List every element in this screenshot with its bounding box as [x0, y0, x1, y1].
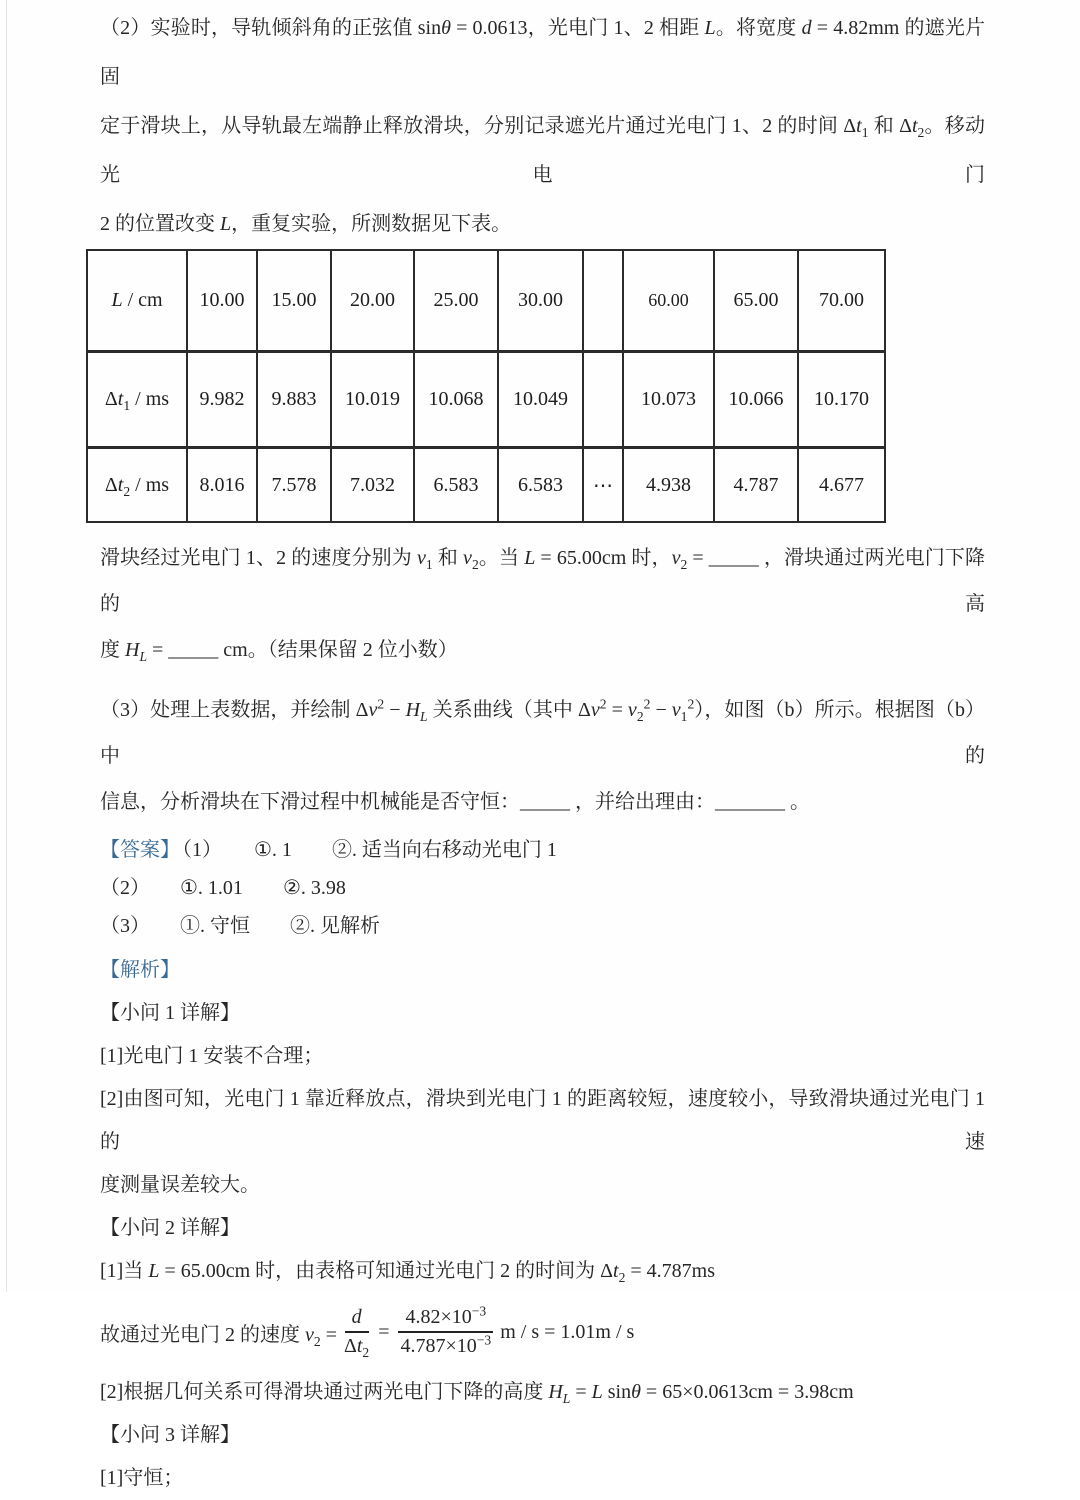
formula-result: m / s = 1.01m / s [500, 1320, 635, 1343]
table-header-cell: L / cm [87, 250, 187, 352]
table-cell: 10.00 [187, 250, 257, 352]
table-cell: 7.578 [257, 448, 331, 523]
table-cell: 65.00 [714, 250, 798, 352]
fraction-denominator: $\Delta t_2$ [343, 1335, 370, 1360]
answer-number: （3） [100, 915, 150, 937]
answer-item-2: ②. 3.98 [282, 877, 346, 899]
analysis-text-line: [1]当 L = 65.00cm 时，由表格可知通过光电门 2 的时间为 $\Delta t_2 = 4.787ms$ [100, 1260, 716, 1285]
answer-section [100, 831, 985, 945]
table-cell: 9.883 [257, 352, 331, 448]
table-cell: 30.00 [498, 250, 583, 352]
analysis-text-line: [2]由图可知，光电门 1 靠近释放点，滑块到光电门 1 的距离较短，速度较小，导致滑块通过光电门 1 的速 [100, 1088, 985, 1153]
analysis-text-line: [1]守恒； [100, 1467, 184, 1489]
answer-item-1: ①. 1.01 [180, 877, 243, 899]
analysis-text-line: [2]根据几何关系可得滑块通过两光电门下降的高度 $H_L = L$ sinθ = 65×0.0613cm = 3.98cm [100, 1381, 854, 1406]
table-cell: 6.583 [414, 448, 498, 523]
table-cell: 8.016 [187, 448, 257, 523]
formula-prefix: 故通过光电门 2 的速度 $v_2$ = [100, 1323, 337, 1349]
table-cell: 10.049 [498, 352, 583, 448]
question-text-line: 滑块经过光电门 1、2 的速度分别为 $v_1$ 和 $v_2$。当 L = 65.00cm 时，$v_2$ = _____ ，滑块通过两光电门下降的高 [100, 547, 986, 615]
table-header-cell: $\Delta t_1$ / ms [87, 352, 187, 448]
answer-item-2: ②. 适当向右移动光电门 1 [331, 839, 557, 861]
answer-label: 【答案】 [100, 839, 180, 861]
analysis-text-line: 度测量误差较大。 [100, 1174, 260, 1196]
table-cell: 9.982 [187, 352, 257, 448]
table-cell: ⋯ [583, 448, 623, 523]
question-text-line: 信息，分析滑块在下滑过程中机械能是否守恒：_____ ，并给出理由：_______ 。 [100, 791, 810, 813]
table-cell: 10.068 [414, 352, 498, 448]
table-cell: 4.938 [623, 448, 714, 523]
fraction-denominator: $4.787\times 10^{-3}$ [400, 1332, 492, 1357]
experiment-data-table [86, 249, 886, 523]
table-cell: 25.00 [414, 250, 498, 352]
table-cell: 7.032 [331, 448, 414, 523]
table-cell: 6.583 [498, 448, 583, 523]
table-row-dt2 [87, 448, 885, 523]
fraction-numerator: $4.82\times 10^{-3}$ [398, 1305, 493, 1333]
answer-line [100, 907, 985, 945]
table-cell: 10.019 [331, 352, 414, 448]
formula-fraction-symbolic [344, 1305, 369, 1359]
table-cell: 20.00 [331, 250, 414, 352]
answer-item-1: ①. 守恒 [180, 915, 250, 937]
answer-item-2: ②. 见解析 [290, 915, 380, 937]
subquestion-3-title: 【小问 3 详解】 [100, 1424, 240, 1446]
table-row-L [87, 250, 885, 352]
question-text-line: （2）实验时，导轨倾斜角的正弦值 sinθ = 0.0613，光电门 1、2 相距 L。将宽度 d = 4.82mm 的遮光片固 [100, 17, 986, 88]
formula-fraction-numeric [398, 1305, 493, 1359]
fraction-numerator: d [345, 1305, 369, 1333]
question-text-line: （3）处理上表数据，并绘制 $\Delta v^2 - H_L$ 关系曲线（其中 $\Delta v^2 = v_2^2 - v_1^2$），如图（b）所示。根据图（b）中的 [100, 696, 985, 767]
table-cell [583, 352, 623, 448]
analysis-text-line: [1]光电门 1 安装不合理； [100, 1045, 324, 1067]
table-cell [583, 250, 623, 352]
subquestion-2-title: 【小问 2 详解】 [100, 1217, 240, 1239]
table-cell: 4.677 [798, 448, 885, 523]
answer-number: （1） [182, 839, 222, 861]
question-part3 [100, 687, 985, 825]
question-text-line: 度 $H_L$ = _____ cm。（结果保留 2 位小数） [100, 639, 458, 664]
question-text-line: 定于滑块上，从导轨最左端静止释放滑块，分别记录遮光片通过光电门 1、2 的时间 $\Delta t_1$ 和 $\Delta t_2$。移动光电门 [100, 115, 985, 186]
answer-item-1: ①. 1 [254, 839, 292, 861]
analysis-label: 【解析】 [100, 959, 180, 981]
table-cell: 15.00 [257, 250, 331, 352]
answer-line [100, 831, 985, 869]
formula-equals: = [378, 1320, 390, 1343]
analysis-section [100, 949, 985, 1500]
table-cell: 10.073 [623, 352, 714, 448]
question-part2 [100, 4, 985, 249]
table-row-dt1 [87, 352, 885, 448]
table-cell: 60.00 [623, 250, 714, 352]
table-cell: 10.066 [714, 352, 798, 448]
table-header-cell: $\Delta t_2$ / ms [87, 448, 187, 523]
answer-number: （2） [100, 877, 150, 899]
table-cell: 10.170 [798, 352, 885, 448]
answer-line [100, 869, 985, 907]
subquestion-1-title: 【小问 1 详解】 [100, 1002, 240, 1024]
table-cell: 4.787 [714, 448, 798, 523]
table-cell: 70.00 [798, 250, 885, 352]
question-text-line: 2 的位置改变 L，重复实验，所测数据见下表。 [100, 213, 512, 235]
velocity-formula [100, 1301, 985, 1363]
question-velocity-paragraph [100, 535, 985, 673]
